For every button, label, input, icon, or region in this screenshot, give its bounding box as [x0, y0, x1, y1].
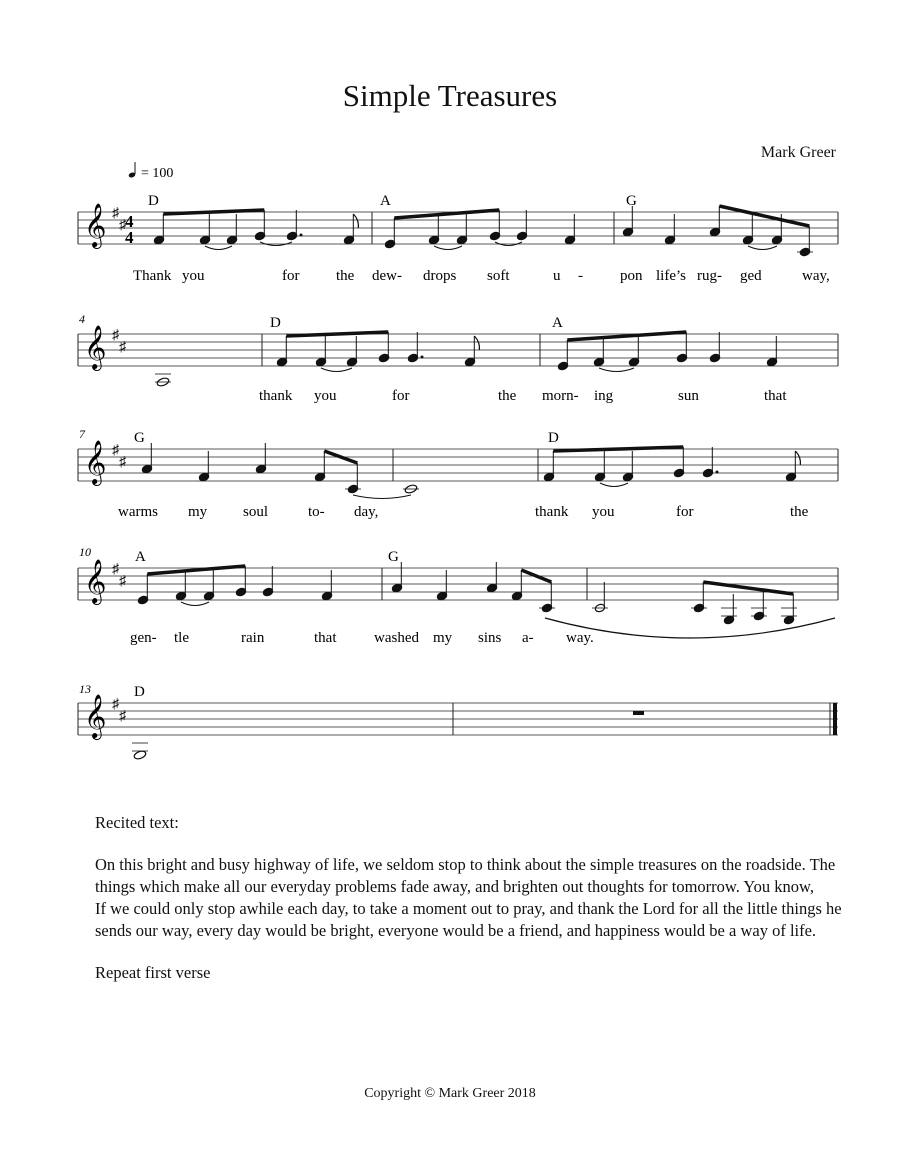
dot [716, 471, 719, 474]
sharp-icon: ♯ [112, 206, 119, 221]
chord-symbol: G [626, 193, 637, 209]
lyric-syllable: drops [423, 268, 457, 284]
lyric-syllable: way, [802, 268, 830, 284]
lyric-syllable: u [553, 268, 561, 284]
system-3 [78, 427, 838, 520]
rest-icon [633, 711, 644, 715]
sharp-icon: ♯ [112, 697, 119, 712]
lyric-syllable: dew- [372, 268, 402, 284]
lyric-syllable: tle [174, 630, 189, 646]
system-2 [78, 312, 838, 404]
measure-number: 4 [79, 312, 85, 326]
sharp-icon: ♯ [112, 562, 119, 577]
staff [78, 328, 838, 366]
chord-symbol: G [134, 430, 145, 446]
tie [599, 368, 634, 372]
lyric-syllable: for [392, 388, 410, 404]
tie [321, 368, 352, 372]
chord-symbol: A [552, 315, 563, 331]
measure-number: 10 [79, 545, 91, 559]
lyric-syllable: my [188, 504, 208, 520]
tie [205, 246, 232, 250]
notes-layer [125, 206, 838, 760]
lyric-syllable: gen- [130, 630, 157, 646]
staff [78, 443, 838, 481]
flag [474, 336, 479, 350]
lyric-syllable: the [336, 268, 355, 284]
lyric-syllable: soul [243, 504, 269, 520]
treble-clef-icon: 𝄞 [84, 559, 107, 603]
lyric-syllable: washed [374, 630, 419, 646]
lyric-syllable: to- [308, 504, 325, 520]
time-signature: 4 [125, 212, 134, 231]
measure-number: 7 [79, 427, 85, 441]
sharp-icon: ♯ [112, 328, 119, 343]
chord-symbol: A [380, 193, 391, 209]
lyric-syllable: the [498, 388, 517, 404]
lyric-syllable: day, [354, 504, 379, 520]
sharp-icon: ♯ [112, 443, 119, 458]
lyric-syllable: - [578, 268, 583, 284]
lyric-syllable: Thank [133, 268, 172, 284]
tempo-marking [128, 162, 173, 181]
lyric-syllable: life’s [656, 268, 686, 284]
lyric-syllable: my [433, 630, 453, 646]
lyric-syllable: thank [259, 388, 293, 404]
lyric-syllable: sun [678, 388, 699, 404]
beam [286, 332, 388, 336]
lyric-syllable: pon [620, 268, 643, 284]
flag [795, 451, 800, 465]
system-4 [78, 545, 838, 646]
tie [748, 246, 777, 250]
sharp-icon: ♯ [119, 709, 126, 724]
recited-text-block [95, 812, 855, 984]
treble-clef-icon: 𝄞 [84, 203, 107, 247]
final-barline [833, 703, 837, 735]
tie [434, 246, 462, 250]
sharp-icon: ♯ [119, 340, 126, 355]
chord-symbol: D [148, 193, 159, 209]
tie [353, 495, 411, 499]
lyric-syllable: that [314, 630, 337, 646]
treble-clef-icon: 𝄞 [84, 694, 107, 738]
recited-paragraph-2: If we could only stop awhile each day, to take a moment out to pray, and thank the Lord for all the little things he sends our way, every day would be bright, everyone would be a friend, and happiness would be a way of life. [95, 899, 842, 940]
lyric-syllable: for [676, 504, 694, 520]
dot [421, 356, 424, 359]
recited-paragraph-1: On this bright and busy highway of life, we seldom stop to think about the simple treasures on the roadside. The things which make all our everyday problems fade away, and brighten out thoughts for tomorrow. You know, [95, 855, 836, 896]
sharp-icon: ♯ [119, 455, 126, 470]
lyric-syllable: that [764, 388, 787, 404]
tie [600, 483, 628, 487]
staff [78, 562, 838, 600]
lyric-syllable: the [790, 504, 809, 520]
lyric-syllable: ged [740, 268, 762, 284]
lyric-syllable: warms [118, 504, 158, 520]
chord-symbol: D [134, 684, 145, 700]
lyric-syllable: thank [535, 504, 569, 520]
beam [719, 206, 809, 226]
beam [394, 210, 499, 218]
staff [78, 697, 838, 735]
lyric-syllable: for [282, 268, 300, 284]
lyric-syllable: you [182, 268, 205, 284]
beam [163, 210, 264, 214]
beam [567, 332, 686, 340]
measure-number: 13 [79, 682, 91, 696]
chord-symbol: D [548, 430, 559, 446]
chord-symbol: D [270, 315, 281, 331]
lyric-syllable: a- [522, 630, 534, 646]
recited-heading: Recited text: [95, 813, 179, 832]
sharp-icon: ♯ [119, 218, 126, 233]
chord-symbol: G [388, 549, 399, 565]
repeat-instruction: Repeat first verse [95, 963, 211, 982]
lyric-syllable: you [314, 388, 337, 404]
beam [147, 566, 245, 574]
lyric-syllable: sins [478, 630, 502, 646]
system-5 [78, 682, 838, 740]
beam [553, 447, 683, 451]
treble-clef-icon: 𝄞 [84, 440, 107, 484]
lyric-syllable: soft [487, 268, 510, 284]
tempo-text: = 100 [141, 166, 174, 181]
lyric-syllable: way. [566, 630, 594, 646]
lyric-syllable: ing [594, 388, 614, 404]
treble-clef-icon: 𝄞 [84, 325, 107, 369]
flag [353, 214, 358, 228]
time-signature: 4 [125, 228, 134, 247]
composer-name: Mark Greer [760, 144, 836, 161]
copyright-notice: Copyright © Mark Greer 2018 [364, 1086, 536, 1101]
lyric-syllable: rug- [697, 268, 722, 284]
lyric-syllable: you [592, 504, 615, 520]
sharp-icon: ♯ [119, 574, 126, 589]
lyric-syllable: morn- [542, 388, 579, 404]
song-title: Simple Treasures [342, 78, 558, 113]
chord-symbol: A [135, 549, 146, 565]
tie [181, 602, 209, 606]
lyric-syllable: rain [241, 630, 265, 646]
dot [300, 234, 303, 237]
